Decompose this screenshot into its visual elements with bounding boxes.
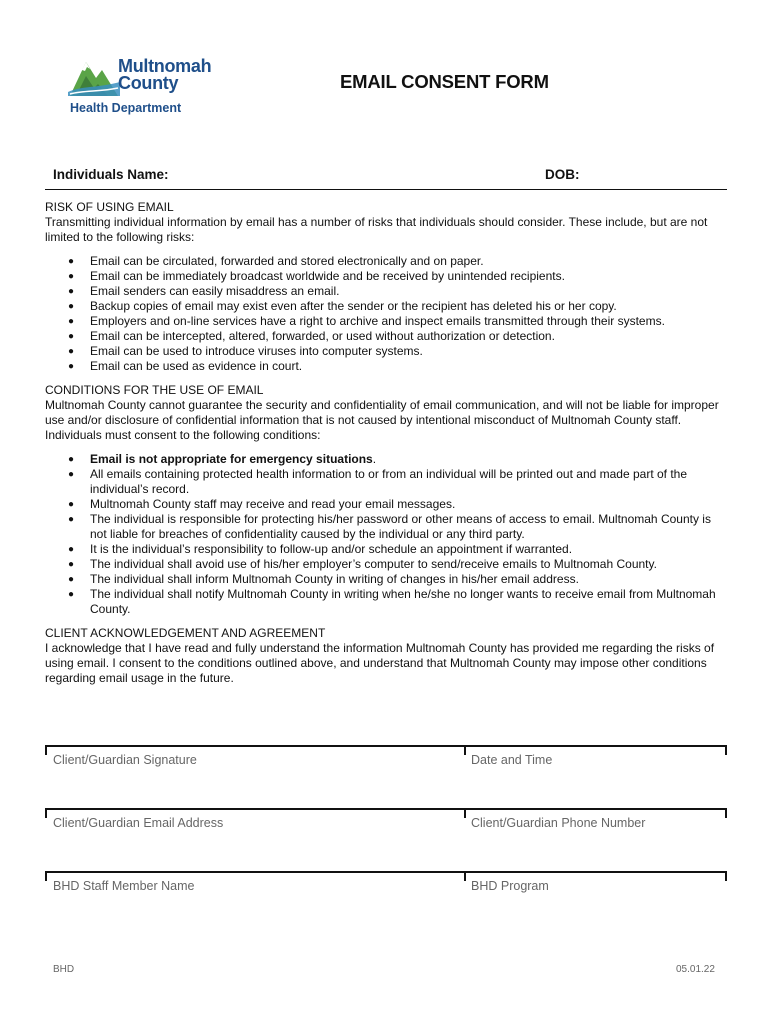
logo-name-line2: County: [118, 73, 179, 93]
list-item: ● Email can be immediately broadcast worldwide and be received by unintended recipients.: [90, 269, 727, 284]
list-item: ● Email can be circulated, forwarded and stored electronically and on paper.: [90, 254, 727, 269]
list-item: [90, 452, 727, 467]
bhd-program-field[interactable]: BHD Program: [471, 879, 549, 893]
signature-row: [45, 808, 727, 848]
date-time-field[interactable]: Date and Time: [471, 753, 553, 767]
individual-name-label: Individuals Name:: [53, 167, 169, 182]
risks-heading: RISK OF USING EMAIL: [45, 200, 174, 214]
signature-row: [45, 745, 727, 785]
dob-label: DOB:: [545, 167, 580, 182]
list-item: ● Backup copies of email may exist even after the sender or the recipient has deleted his or her copy.: [90, 299, 727, 314]
mountain-logo-icon: [68, 52, 120, 98]
logo-name-line1: Multnomah: [118, 56, 212, 76]
signature-row: [45, 871, 727, 911]
risks-intro: Transmitting individual information by email has a number of risks that individuals should consider. These include, but are not limited to the following risks:: [45, 215, 708, 244]
list-item: ● Email can be used to introduce viruses into computer systems.: [90, 344, 727, 359]
name-dob-field-row[interactable]: [45, 165, 727, 190]
footer-revision-date: 05.01.22: [676, 964, 715, 975]
logo-department: Health Department: [70, 101, 182, 115]
risks-list: [45, 254, 727, 374]
emergency-warning: Email is not appropriate for emergency situations: [90, 452, 373, 466]
page-title: EMAIL CONSENT FORM: [340, 71, 549, 92]
list-item: ● The individual shall notify Multnomah County in writing when he/she no longer wants to receive email from Multnomah County.: [90, 587, 727, 617]
list-item: ● Employers and on-line services have a right to archive and inspect emails transmitted through their systems.: [90, 314, 727, 329]
acknowledgement-heading: CLIENT ACKNOWLEDGEMENT AND AGREEMENT: [45, 626, 326, 640]
list-item: ● Multnomah County staff may receive and read your email messages.: [90, 497, 727, 512]
list-item: ● Email senders can easily misaddress an email.: [90, 284, 727, 299]
staff-member-name-field[interactable]: BHD Staff Member Name: [53, 879, 195, 893]
conditions-intro: Multnomah County cannot guarantee the security and confidentiality of email communication, and will not be liable for improper use and/or disclosure of confidential information that is not caused by intentional misconduct of Multnomah County staff. Individuals must consent to the following conditions:: [45, 398, 719, 442]
list-item: ● The individual shall avoid use of his/her employer’s computer to send/receive emails to Multnomah County.: [90, 557, 727, 572]
client-phone-field[interactable]: Client/Guardian Phone Number: [471, 816, 646, 830]
conditions-heading: CONDITIONS FOR THE USE OF EMAIL: [45, 383, 264, 397]
list-item: ● Email can be used as evidence in court.: [90, 359, 727, 374]
emergency-warning-period: .: [372, 452, 377, 466]
form-body: [45, 200, 727, 686]
list-item: ● The individual shall inform Multnomah County in writing of changes in his/her email address.: [90, 572, 727, 587]
list-item: ● All emails containing protected health information to or from an individual will be printed out and made part of the individual’s record.: [90, 467, 727, 497]
acknowledgement-text: I acknowledge that I have read and fully understand the information Multnomah County has provided me regarding the risks of using email. I consent to the conditions outlined above, and understand that Multnomah County may impose other conditions regarding email usage in the future.: [45, 641, 715, 685]
list-item: ● The individual is responsible for protecting his/her password or other means of access to email. Multnomah County is not liable for breaches of confidentiality caused by the individual or any third party.: [90, 512, 727, 542]
conditions-list: [45, 452, 727, 617]
list-item: ● It is the individual’s responsibility to follow-up and/or schedule an appointment if warranted.: [90, 542, 727, 557]
list-item: ● Email can be intercepted, altered, forwarded, or used without authorization or detection.: [90, 329, 727, 344]
client-signature-field[interactable]: Client/Guardian Signature: [53, 753, 197, 767]
client-email-field[interactable]: Client/Guardian Email Address: [53, 816, 224, 830]
multnomah-county-logo: [68, 52, 228, 122]
footer-department: BHD: [53, 964, 75, 975]
